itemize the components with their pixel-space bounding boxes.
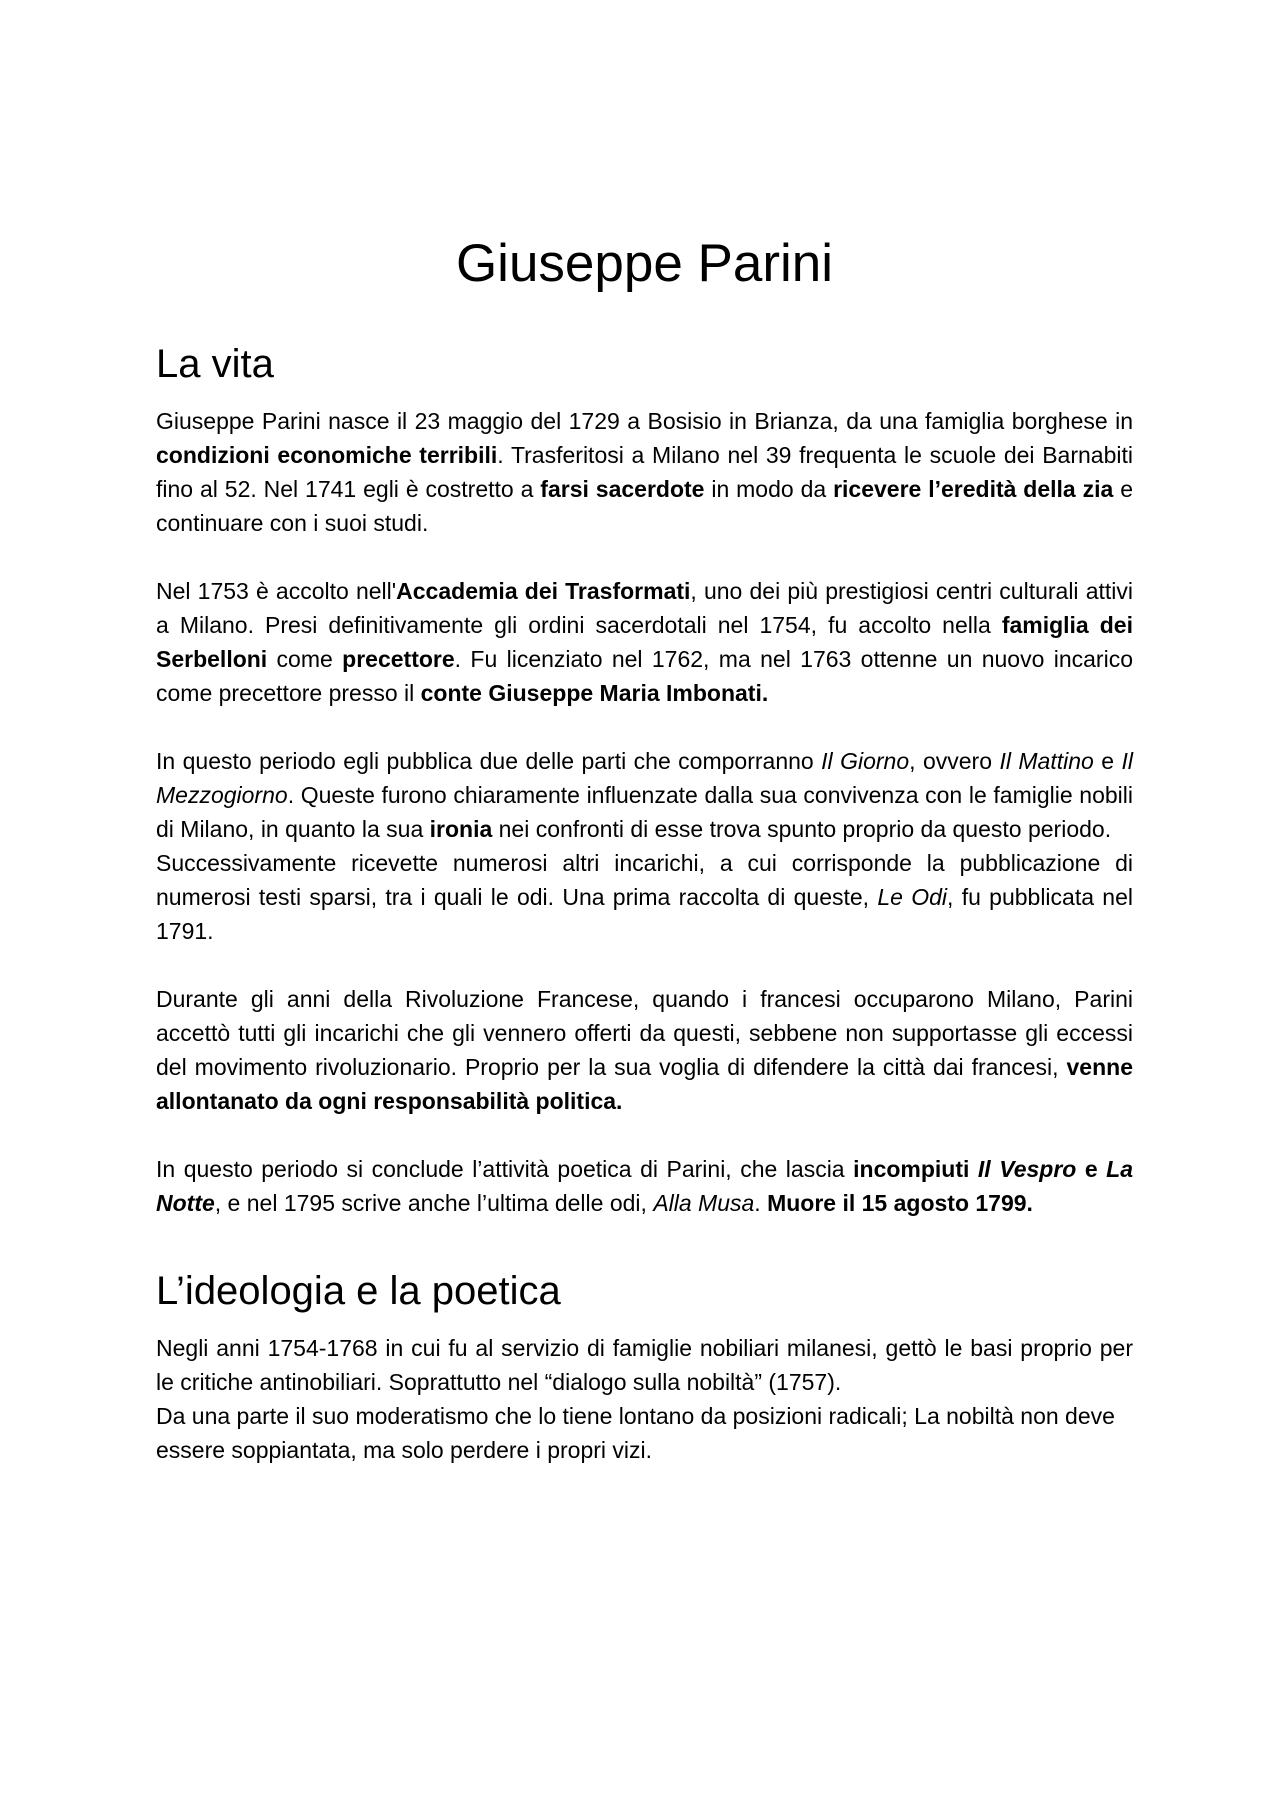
text-run: e [1093, 747, 1122, 774]
text-run: ironia [429, 815, 493, 842]
paragraph-vita-5 [156, 982, 1133, 1118]
text-run: . Fu licenziato nel 1762, ma nel 1763 ottenne un nuovo incarico come precettore presso il [156, 645, 1133, 706]
paragraph-ideologia-2 [156, 1399, 1133, 1467]
text-run: In questo periodo egli pubblica due delle parti che comporranno [156, 747, 822, 774]
text-run: Il Giorno [821, 747, 910, 774]
text-run: venne allontanato da ogni responsabilità politica. [156, 1053, 1133, 1114]
text-run: Giuseppe Parini nasce il 23 maggio del 1729 a Bosisio in Brianza, da una famiglia borghese in [156, 407, 1133, 434]
text-run: farsi sacerdote [540, 475, 705, 502]
section-heading-la-vita: La vita [156, 341, 274, 386]
text-run: In questo periodo si conclude l’attività poetica di Parini, che lascia [156, 1155, 854, 1182]
text-run: , e nel 1795 scrive anche l’ultima delle odi, [214, 1189, 654, 1216]
text-run: Muore il 15 agosto 1799. [767, 1189, 1033, 1216]
text-run: incompiuti [853, 1155, 970, 1182]
paragraph-vita-3 [156, 744, 1133, 846]
text-run: ricevere l’eredità della zia [833, 475, 1114, 502]
text-run: Da una parte il suo moderatismo che lo tiene lontano da posizioni radicali; La nobiltà non deve essere soppiantata, ma solo perdere i propri vizi. [156, 1402, 1115, 1463]
text-run [969, 1156, 978, 1182]
text-run: , uno dei più prestigiosi centri culturali attivi a Milano. Presi definitivamente gli ordini sacerdotali nel 1754, fu accolto nella [156, 577, 1133, 638]
text-run: e [1076, 1155, 1107, 1182]
section-heading-ideologia: L’ideologia e la poetica [156, 1268, 561, 1313]
paragraph-vita-4 [156, 846, 1133, 948]
text-run: . Trasferitosi a Milano nel 39 frequenta le scuole dei Barnabiti fino al 52. Nel 1741 egli è costretto a [156, 441, 1133, 502]
text-run: Nel 1753 è accolto nell' [156, 577, 397, 604]
paragraph-vita-1 [156, 404, 1133, 540]
text-run: in modo da [704, 475, 834, 502]
text-run: Il Mezzogiorno [156, 747, 1133, 808]
text-run: Il Mattino [999, 747, 1094, 774]
text-run: , fu pubblicata nel 1791. [156, 883, 1133, 944]
text-run: e continuare con i suoi studi. [156, 475, 1134, 536]
text-run: Il Vespro [977, 1155, 1077, 1182]
text-run: . [754, 1189, 768, 1216]
paragraph-vita-6 [156, 1152, 1133, 1220]
text-run: Successivamente ricevette numerosi altri incarichi, a cui corrisponde la pubblicazione di numerosi testi sparsi, tra i quali le odi. Una prima raccolta di queste, [156, 849, 1133, 910]
text-run: come [267, 645, 343, 672]
text-run: , ovvero [909, 747, 1000, 774]
text-run: condizioni economiche terribili [156, 441, 498, 468]
text-run: La Notte [156, 1155, 1134, 1216]
paragraph-vita-2 [156, 574, 1133, 710]
text-run: conte Giuseppe Maria Imbonati. [420, 679, 769, 706]
text-run: . Queste furono chiaramente influenzate dalla sua convivenza con le famiglie nobili di Milano, in quanto la sua [156, 781, 1133, 842]
document-page [156, 232, 1133, 1467]
text-run: famiglia dei Serbelloni [156, 611, 1133, 672]
text-run: Alla Musa [653, 1189, 755, 1216]
text-run: Durante gli anni della Rivoluzione Francese, quando i francesi occuparono Milano, Parini accettò tutti gli incarichi che gli vennero offerti da questi, sebbene non supportasse gli eccessi del movimento rivoluzionario. Proprio per la sua voglia di difendere la città dai francesi, [156, 985, 1133, 1080]
text-run: Le Odi [877, 883, 948, 910]
text-run: precettore [342, 645, 455, 672]
document-title: Giuseppe Parini [455, 234, 834, 293]
paragraph-ideologia-1 [156, 1331, 1133, 1399]
text-run: nei confronti di esse trova spunto proprio da questo periodo. [492, 815, 1112, 842]
text-run: Accademia dei Trasformati [396, 577, 691, 604]
text-run: Negli anni 1754-1768 in cui fu al servizio di famiglie nobiliari milanesi, gettò le basi proprio per le critiche antinobiliari. Soprattutto nel “dialogo sulla nobiltà” (1757). [156, 1334, 1133, 1395]
